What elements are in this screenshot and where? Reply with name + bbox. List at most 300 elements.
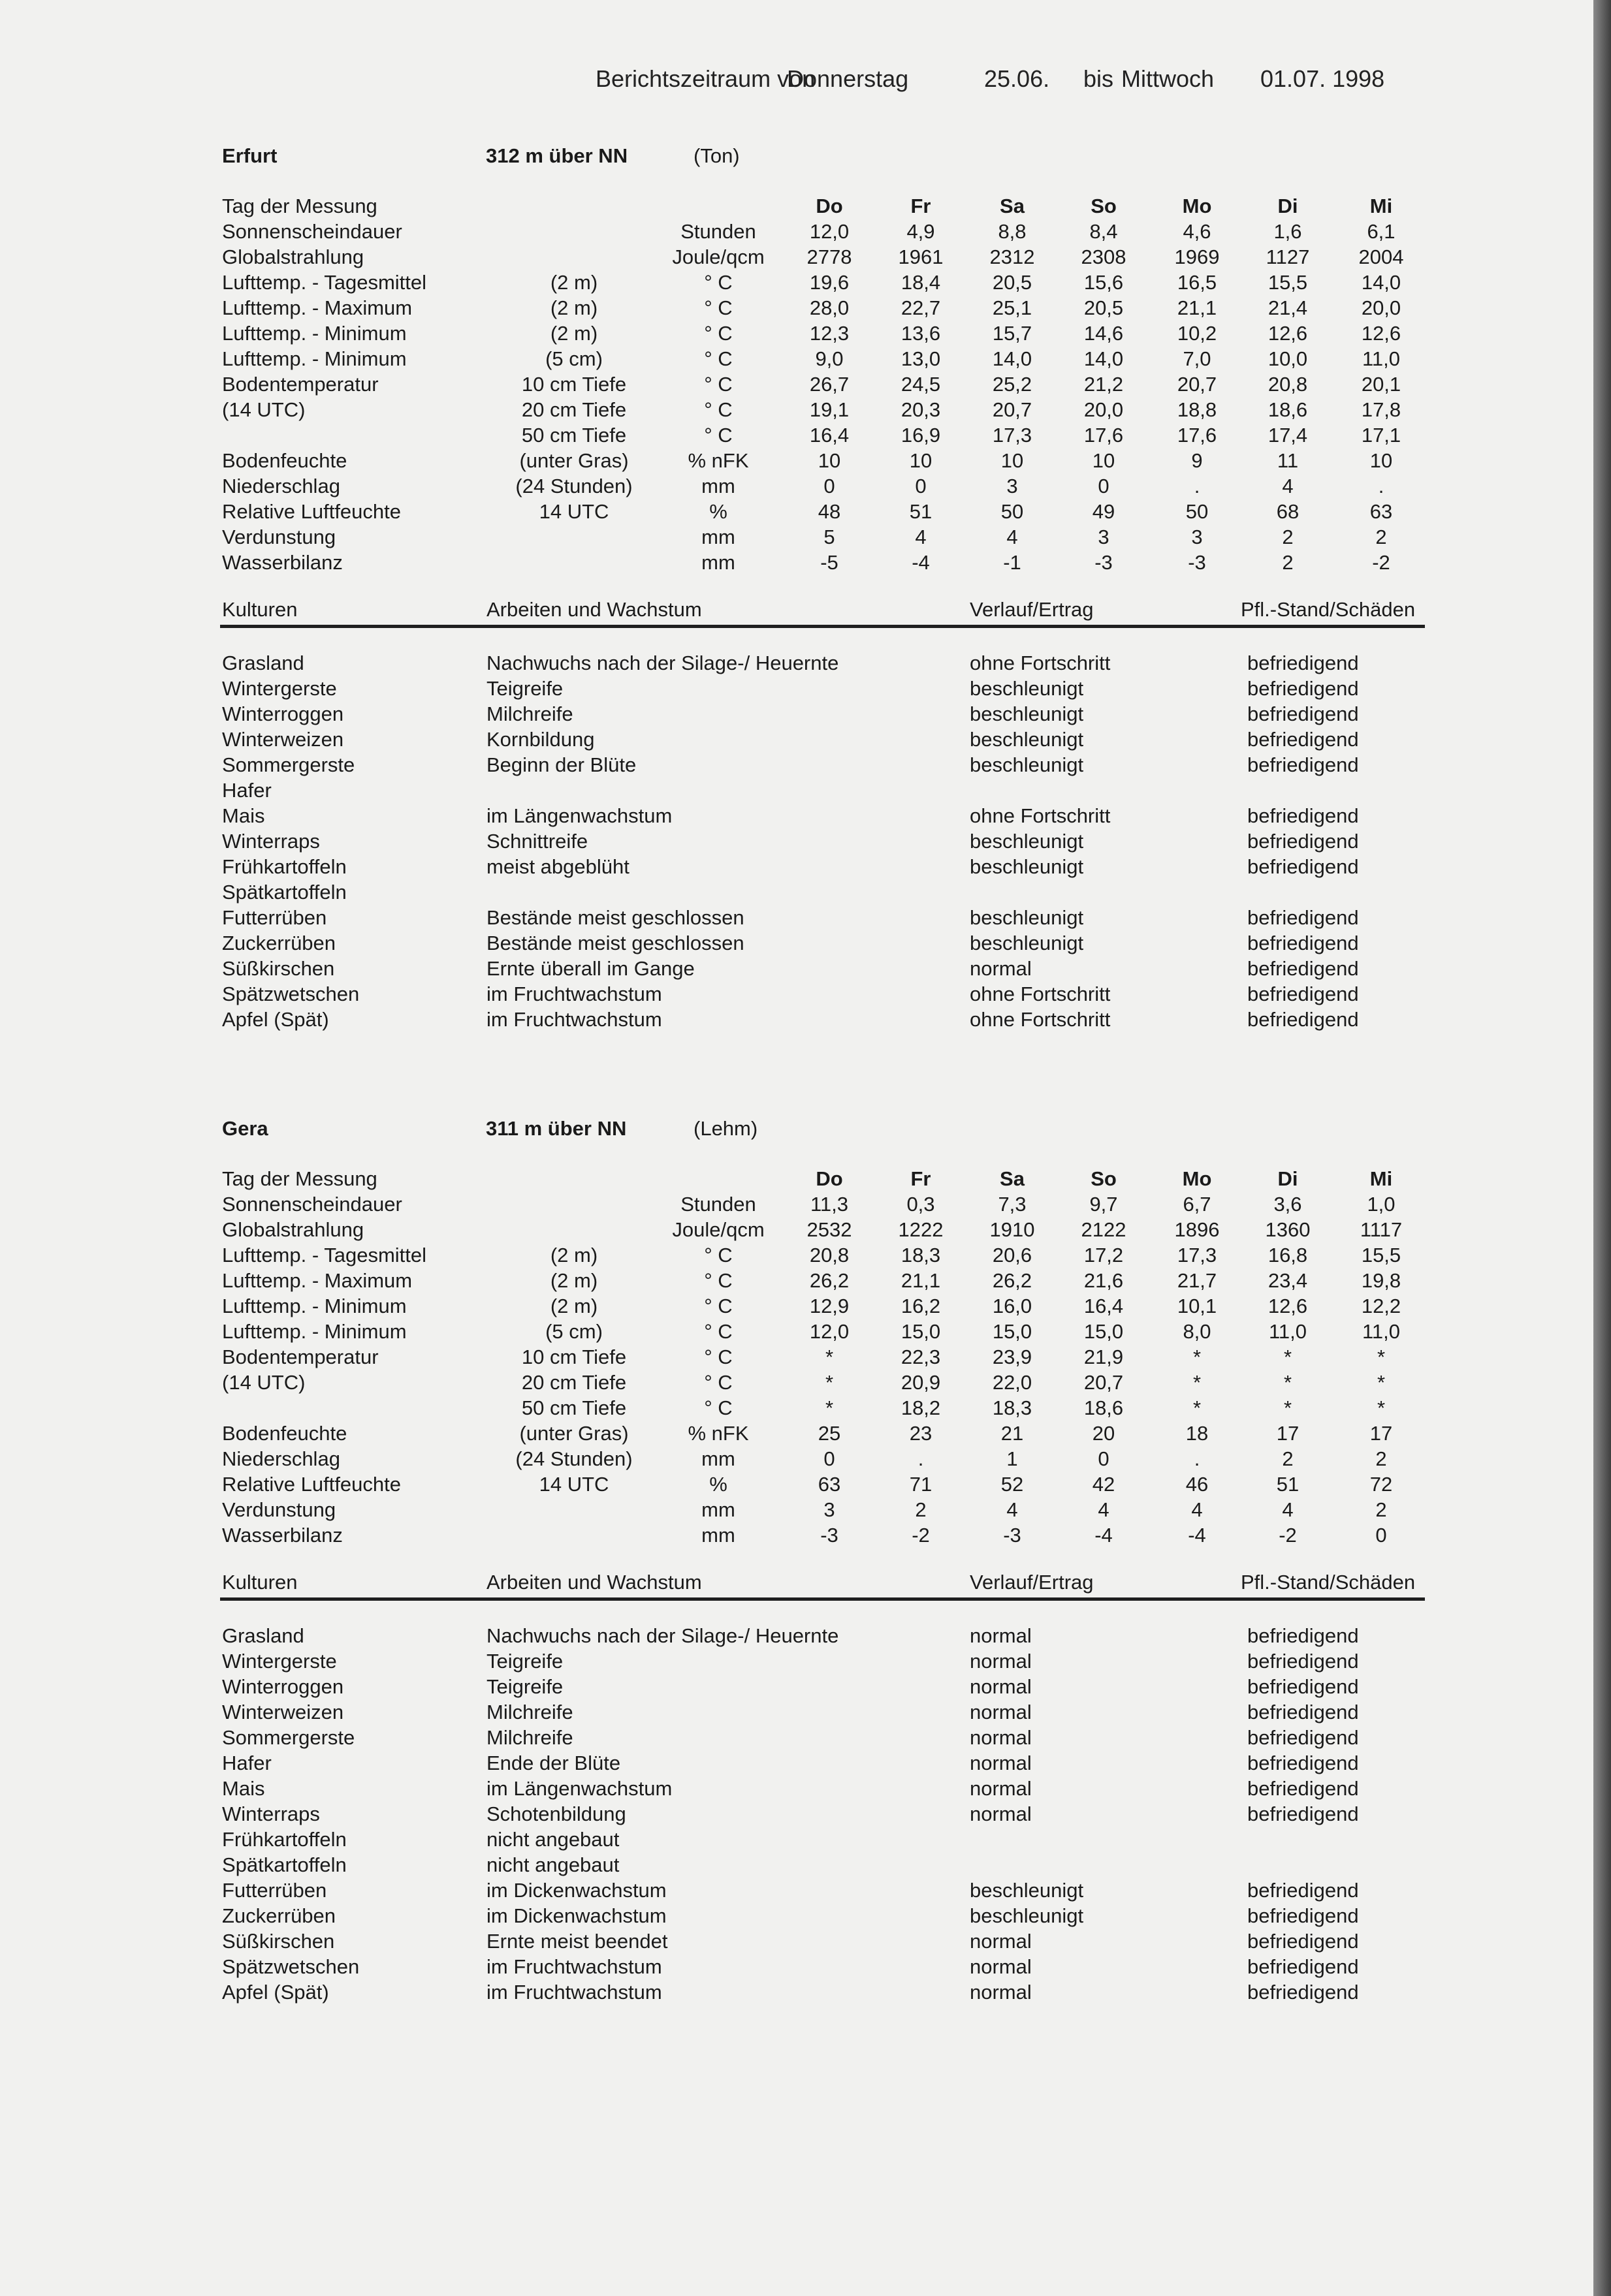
crops-header-kulturen: Kulturen — [222, 1571, 298, 1594]
crop-work: Ernte überall im Gange — [486, 957, 695, 980]
row-value: 12,9 — [809, 1295, 850, 1317]
row-label: Lufttemp. - Minimum — [222, 347, 407, 370]
row-value: 1117 — [1360, 1218, 1403, 1241]
row-value: 23,9 — [992, 1345, 1032, 1368]
row-value: 18,6 — [1268, 398, 1308, 421]
crop-trend: beschleunigt — [970, 1904, 1084, 1927]
crop-name: Spätkartoffeln — [222, 1853, 347, 1876]
crop-name: Hafer — [222, 779, 272, 802]
measurement-label: Tag der Messung — [222, 195, 377, 217]
row-value: 4 — [1006, 526, 1018, 548]
row-value: 49 — [1092, 500, 1115, 523]
row-value: 26,2 — [809, 1269, 850, 1292]
crop-trend: normal — [970, 1726, 1032, 1749]
day-header: Mi — [1369, 195, 1393, 217]
row-unit: mm — [701, 526, 735, 548]
crop-work: Bestände meist geschlossen — [486, 932, 744, 954]
row-value: 2 — [1282, 551, 1294, 574]
row-value: 18,6 — [1083, 1396, 1124, 1419]
row-value: 20,5 — [1083, 296, 1124, 319]
crop-name: Winterweizen — [222, 1701, 344, 1723]
row-unit: mm — [701, 1447, 735, 1470]
row-label: Wasserbilanz — [222, 1524, 343, 1547]
row-value: 4 — [1282, 1498, 1294, 1521]
crop-name: Spätkartoffeln — [222, 881, 347, 904]
station-name: Erfurt — [222, 144, 278, 167]
row-value: 17 — [1276, 1422, 1300, 1445]
row-value: -3 — [1188, 551, 1206, 574]
crop-trend: beschleunigt — [970, 906, 1084, 929]
row-label: Bodentemperatur — [222, 373, 379, 396]
row-unit: ° C — [704, 1371, 733, 1394]
crop-name: Hafer — [222, 1752, 272, 1774]
row-value: 4 — [1191, 1498, 1203, 1521]
day-header: Fr — [910, 195, 931, 217]
row-value: 20,6 — [992, 1244, 1032, 1266]
row-value: 0 — [1375, 1524, 1387, 1547]
crop-work: im Fruchtwachstum — [486, 1955, 662, 1978]
row-value: 19,1 — [809, 398, 850, 421]
day-header: Di — [1277, 195, 1298, 217]
row-detail: (2 m) — [550, 271, 598, 294]
crop-name: Grasland — [222, 1624, 304, 1647]
row-value: 4,9 — [906, 220, 935, 243]
crop-name: Süßkirschen — [222, 1930, 335, 1953]
row-value: 9 — [1191, 449, 1203, 472]
row-value: 4 — [1006, 1498, 1018, 1521]
row-value: * — [825, 1345, 834, 1368]
crop-name: Wintergerste — [222, 677, 337, 700]
crop-name: Futterrüben — [222, 906, 327, 929]
row-detail: 10 cm Tiefe — [521, 1345, 627, 1368]
row-unit: ° C — [704, 271, 733, 294]
crop-name: Mais — [222, 804, 265, 827]
row-value: 17,4 — [1268, 424, 1308, 447]
row-value: * — [1377, 1371, 1386, 1394]
crop-status: befriedigend — [1247, 830, 1359, 853]
row-label: Relative Luftfeuchte — [222, 500, 402, 523]
row-value: 26,7 — [809, 373, 850, 396]
row-value: 1896 — [1174, 1218, 1220, 1241]
day-header: Di — [1277, 1167, 1298, 1190]
row-value: 20,0 — [1361, 296, 1401, 319]
row-value: * — [825, 1396, 834, 1419]
row-detail: 20 cm Tiefe — [521, 398, 627, 421]
crop-name: Winterraps — [222, 1802, 320, 1825]
row-value: 50 — [1185, 500, 1209, 523]
day-header: Mi — [1369, 1167, 1393, 1190]
row-value: -4 — [1188, 1524, 1206, 1547]
crop-status: befriedigend — [1247, 1752, 1359, 1774]
crop-trend: normal — [970, 1981, 1032, 2004]
crop-trend: beschleunigt — [970, 728, 1084, 751]
row-value: 10 — [1092, 449, 1115, 472]
row-value: 2 — [915, 1498, 927, 1521]
row-value: -2 — [1372, 551, 1390, 574]
row-value: 15,7 — [992, 322, 1032, 345]
day-header: So — [1091, 1167, 1117, 1190]
row-value: 12,6 — [1361, 322, 1401, 345]
row-value: 19,8 — [1361, 1269, 1401, 1292]
row-value: 2004 — [1358, 245, 1404, 268]
row-unit: mm — [701, 1524, 735, 1547]
crop-status: befriedigend — [1247, 652, 1359, 674]
row-value: 16,5 — [1177, 271, 1217, 294]
crop-trend: normal — [970, 1752, 1032, 1774]
crop-work: Schotenbildung — [486, 1802, 626, 1825]
crop-work: Teigreife — [486, 1650, 564, 1673]
row-value: 12,0 — [809, 1320, 850, 1343]
row-value: 20,8 — [1268, 373, 1308, 396]
crop-work: im Fruchtwachstum — [486, 1008, 662, 1031]
row-value: 16,4 — [1083, 1295, 1124, 1317]
row-unit: ° C — [704, 1244, 733, 1266]
row-value: * — [1192, 1345, 1202, 1368]
row-value: 0 — [1098, 1447, 1109, 1470]
row-detail: (24 Stunden) — [515, 475, 633, 497]
crop-trend: normal — [970, 1777, 1032, 1800]
row-value: 17 — [1369, 1422, 1393, 1445]
period-label: Berichtszeitraum von — [596, 65, 816, 92]
crop-status: befriedigend — [1247, 804, 1359, 827]
row-unit: ° C — [704, 1345, 733, 1368]
row-value: -3 — [1094, 551, 1113, 574]
row-value: 10,0 — [1268, 347, 1308, 370]
crop-trend: normal — [970, 1930, 1032, 1953]
crop-trend: normal — [970, 1624, 1032, 1647]
row-value: 4,6 — [1183, 220, 1211, 243]
crop-trend: beschleunigt — [970, 855, 1084, 878]
row-detail: 50 cm Tiefe — [521, 424, 627, 447]
row-detail: (unter Gras) — [519, 1422, 629, 1445]
day-header: So — [1091, 195, 1117, 217]
row-value: 72 — [1369, 1473, 1393, 1496]
row-value: 1961 — [898, 245, 944, 268]
row-value: 22,3 — [901, 1345, 941, 1368]
row-value: 16,0 — [992, 1295, 1032, 1317]
row-label: Bodentemperatur — [222, 1345, 379, 1368]
row-value: 13,0 — [901, 347, 941, 370]
row-unit: % — [709, 1473, 727, 1496]
row-detail: 14 UTC — [539, 1473, 609, 1496]
row-value: 63 — [818, 1473, 841, 1496]
row-detail: 50 cm Tiefe — [521, 1396, 627, 1419]
row-value: 26,2 — [992, 1269, 1032, 1292]
crop-work: Nachwuchs nach der Silage-/ Heuernte — [486, 652, 839, 674]
row-value: 16,2 — [901, 1295, 941, 1317]
crop-name: Futterrüben — [222, 1879, 327, 1902]
row-value: -3 — [820, 1524, 838, 1547]
row-unit: Stunden — [680, 1193, 756, 1216]
row-value: 18,4 — [901, 271, 941, 294]
crop-name: Frühkartoffeln — [222, 855, 347, 878]
row-value: 50 — [1000, 500, 1024, 523]
station-name: Gera — [222, 1117, 268, 1140]
crop-trend: normal — [970, 1802, 1032, 1825]
station-elevation: 312 m über NN — [486, 144, 628, 167]
row-value: 3 — [1098, 526, 1109, 548]
row-label: Bodenfeuchte — [222, 449, 347, 472]
row-value: 12,3 — [809, 322, 850, 345]
row-value: 9,7 — [1089, 1193, 1118, 1216]
row-value: 2312 — [989, 245, 1035, 268]
row-value: 4 — [1282, 475, 1294, 497]
row-value: 28,0 — [809, 296, 850, 319]
row-label: Lufttemp. - Minimum — [222, 1295, 407, 1317]
crop-work: meist abgeblüht — [486, 855, 630, 878]
crop-name: Mais — [222, 1777, 265, 1800]
crop-name: Spätzwetschen — [222, 983, 360, 1005]
row-value: 68 — [1276, 500, 1300, 523]
row-value: 21,4 — [1268, 296, 1308, 319]
row-value: 22,7 — [901, 296, 941, 319]
row-value: 2 — [1282, 1447, 1294, 1470]
row-value: 51 — [1276, 1473, 1300, 1496]
crop-status: befriedigend — [1247, 1650, 1359, 1673]
row-unit: % nFK — [688, 1422, 749, 1445]
row-value: 15,5 — [1268, 271, 1308, 294]
row-label: Sonnenscheindauer — [222, 1193, 402, 1216]
crop-work: Nachwuchs nach der Silage-/ Heuernte — [486, 1624, 839, 1647]
row-value: 3 — [1191, 526, 1203, 548]
row-label: Lufttemp. - Tagesmittel — [222, 271, 427, 294]
row-value: 17,8 — [1361, 398, 1401, 421]
row-value: 4 — [1098, 1498, 1109, 1521]
crop-trend: ohne Fortschritt — [970, 652, 1111, 674]
row-value: 9,0 — [815, 347, 844, 370]
crop-trend: normal — [970, 957, 1032, 980]
row-unit: ° C — [704, 296, 733, 319]
crop-work: im Fruchtwachstum — [486, 1981, 662, 2004]
crop-work: im Dickenwachstum — [486, 1904, 667, 1927]
row-value: 10,2 — [1177, 322, 1217, 345]
row-value: -2 — [912, 1524, 930, 1547]
crop-status: befriedigend — [1247, 677, 1359, 700]
row-value: 21,6 — [1083, 1269, 1124, 1292]
crops-header-kulturen: Kulturen — [222, 598, 298, 621]
row-unit: mm — [701, 1498, 735, 1521]
row-value: 3 — [1006, 475, 1018, 497]
period-start-day: Donnerstag — [787, 65, 909, 92]
crops-header-arbeiten: Arbeiten und Wachstum — [486, 598, 702, 621]
period-start-date: 25.06. — [984, 65, 1050, 92]
crop-work: Ernte meist beendet — [486, 1930, 668, 1953]
scan-edge — [1593, 0, 1611, 2296]
crop-status: befriedigend — [1247, 1930, 1359, 1953]
row-value: . — [917, 1447, 924, 1470]
row-detail: (5 cm) — [545, 347, 603, 370]
row-value: 25 — [818, 1422, 841, 1445]
row-value: 20,7 — [1177, 373, 1217, 396]
crop-name: Sommergerste — [222, 753, 355, 776]
row-value: 15,0 — [901, 1320, 941, 1343]
row-value: 17,3 — [992, 424, 1032, 447]
row-value: 1,0 — [1367, 1193, 1396, 1216]
row-value: 15,6 — [1083, 271, 1124, 294]
crop-name: Winterraps — [222, 830, 320, 853]
row-value: 25,2 — [992, 373, 1032, 396]
row-unit: mm — [701, 475, 735, 497]
crop-work: nicht angebaut — [486, 1828, 620, 1851]
row-value: 46 — [1185, 1473, 1209, 1496]
crop-work: nicht angebaut — [486, 1853, 620, 1876]
row-value: 71 — [909, 1473, 933, 1496]
row-value: 0 — [823, 1447, 835, 1470]
crop-status: befriedigend — [1247, 1726, 1359, 1749]
crop-name: Winterroggen — [222, 702, 344, 725]
row-detail: (5 cm) — [545, 1320, 603, 1343]
crop-status: befriedigend — [1247, 983, 1359, 1005]
row-value: 3 — [823, 1498, 835, 1521]
crop-status: befriedigend — [1247, 1701, 1359, 1723]
row-value: 12,6 — [1268, 322, 1308, 345]
day-header: Sa — [1000, 1167, 1025, 1190]
crop-trend: ohne Fortschritt — [970, 804, 1111, 827]
crops-header-stand: Pfl.-Stand/Schäden — [1241, 1571, 1416, 1594]
row-value: 12,2 — [1361, 1295, 1401, 1317]
row-unit: Stunden — [680, 220, 756, 243]
row-value: 2 — [1375, 1498, 1387, 1521]
row-value: 10 — [1369, 449, 1393, 472]
row-value: 6,1 — [1367, 220, 1396, 243]
crop-status: befriedigend — [1247, 855, 1359, 878]
row-value: 7,3 — [998, 1193, 1027, 1216]
crop-status: befriedigend — [1247, 728, 1359, 751]
crop-work: Schnittreife — [486, 830, 588, 853]
row-value: 51 — [909, 500, 933, 523]
row-label: Wasserbilanz — [222, 551, 343, 574]
row-value: 20,1 — [1361, 373, 1401, 396]
row-value: 11,0 — [1362, 1320, 1401, 1343]
row-label: Lufttemp. - Minimum — [222, 1320, 407, 1343]
crop-status: befriedigend — [1247, 1879, 1359, 1902]
crop-trend: beschleunigt — [970, 677, 1084, 700]
crop-status: befriedigend — [1247, 1802, 1359, 1825]
row-value: -4 — [912, 551, 930, 574]
day-header: Fr — [910, 1167, 931, 1190]
row-value: 2 — [1375, 526, 1387, 548]
row-value: 15,0 — [992, 1320, 1032, 1343]
period-end-date: 01.07. 1998 — [1260, 65, 1385, 92]
row-label: Lufttemp. - Tagesmittel — [222, 1244, 427, 1266]
row-value: 52 — [1000, 1473, 1024, 1496]
row-value: 21,9 — [1083, 1345, 1124, 1368]
row-detail: (2 m) — [550, 296, 598, 319]
crop-work: Teigreife — [486, 1675, 564, 1698]
row-value: 11 — [1277, 449, 1299, 472]
row-value: 20,7 — [1083, 1371, 1124, 1394]
row-label: Sonnenscheindauer — [222, 220, 402, 243]
row-value: 0,3 — [906, 1193, 935, 1216]
row-value: 1127 — [1266, 245, 1310, 268]
row-value: 20,9 — [901, 1371, 941, 1394]
row-value: 5 — [823, 526, 835, 548]
row-value: 25,1 — [992, 296, 1032, 319]
row-unit: ° C — [704, 424, 733, 447]
crop-work: im Längenwachstum — [486, 804, 673, 827]
row-label: Lufttemp. - Maximum — [222, 296, 413, 319]
row-value: 8,0 — [1183, 1320, 1211, 1343]
crop-trend: beschleunigt — [970, 830, 1084, 853]
row-unit: % — [709, 500, 727, 523]
row-value: 11,0 — [1362, 347, 1401, 370]
row-unit: ° C — [704, 1295, 733, 1317]
crops-header-verlauf: Verlauf/Ertrag — [970, 598, 1094, 621]
row-detail: 20 cm Tiefe — [521, 1371, 627, 1394]
row-detail: (2 m) — [550, 322, 598, 345]
row-value: 12,0 — [809, 220, 850, 243]
crop-work: Teigreife — [486, 677, 564, 700]
crop-work: Kornbildung — [486, 728, 595, 751]
row-value: 21,1 — [1177, 296, 1217, 319]
row-value: 3,6 — [1273, 1193, 1302, 1216]
row-value: 15,0 — [1083, 1320, 1124, 1343]
row-value: 14,0 — [1083, 347, 1124, 370]
day-header: Sa — [1000, 195, 1025, 217]
row-value: 10 — [1000, 449, 1024, 472]
row-value: * — [1283, 1345, 1292, 1368]
row-value: 42 — [1092, 1473, 1115, 1496]
row-value: 16,8 — [1268, 1244, 1308, 1266]
row-unit: mm — [701, 551, 735, 574]
crop-name: Apfel (Spät) — [222, 1008, 329, 1031]
crop-name: Apfel (Spät) — [222, 1981, 329, 2004]
row-value: 17,6 — [1083, 424, 1124, 447]
row-unit: ° C — [704, 373, 733, 396]
row-value: 13,6 — [901, 322, 941, 345]
row-value: 18,8 — [1177, 398, 1217, 421]
row-unit: ° C — [704, 398, 733, 421]
row-value: 0 — [823, 475, 835, 497]
row-value: 0 — [915, 475, 927, 497]
crop-trend: beschleunigt — [970, 932, 1084, 954]
row-value: 1 — [1006, 1447, 1018, 1470]
crop-work: Milchreife — [486, 1701, 573, 1723]
row-value: 23,4 — [1268, 1269, 1308, 1292]
row-value: 18,3 — [992, 1396, 1032, 1419]
row-value: 4 — [915, 526, 927, 548]
row-value: 2 — [1282, 526, 1294, 548]
row-value: 17,1 — [1361, 424, 1401, 447]
row-value: 8,8 — [998, 220, 1027, 243]
row-value: 0 — [1098, 475, 1109, 497]
crop-trend: beschleunigt — [970, 702, 1084, 725]
station-gera — [222, 1116, 1430, 2030]
crop-work: im Fruchtwachstum — [486, 983, 662, 1005]
row-label: Relative Luftfeuchte — [222, 1473, 402, 1496]
row-value: 20,8 — [809, 1244, 850, 1266]
row-value: * — [1377, 1345, 1386, 1368]
crop-name: Zuckerrüben — [222, 1904, 336, 1927]
row-value: 20 — [1092, 1422, 1115, 1445]
crop-name: Winterroggen — [222, 1675, 344, 1698]
row-value: -1 — [1003, 551, 1021, 574]
day-header: Do — [816, 195, 843, 217]
crop-work: Ende der Blüte — [486, 1752, 621, 1774]
row-label: Verdunstung — [222, 526, 336, 548]
row-value: . — [1194, 475, 1200, 497]
row-value: 21,7 — [1177, 1269, 1217, 1292]
row-value: 15,5 — [1361, 1244, 1401, 1266]
row-unit: ° C — [704, 347, 733, 370]
row-label: (14 UTC) — [222, 1371, 306, 1394]
crop-trend: normal — [970, 1701, 1032, 1723]
crop-status: befriedigend — [1247, 932, 1359, 954]
row-value: 2122 — [1081, 1218, 1126, 1241]
crop-trend: beschleunigt — [970, 753, 1084, 776]
row-value: 2532 — [806, 1218, 852, 1241]
crop-trend: ohne Fortschritt — [970, 983, 1111, 1005]
